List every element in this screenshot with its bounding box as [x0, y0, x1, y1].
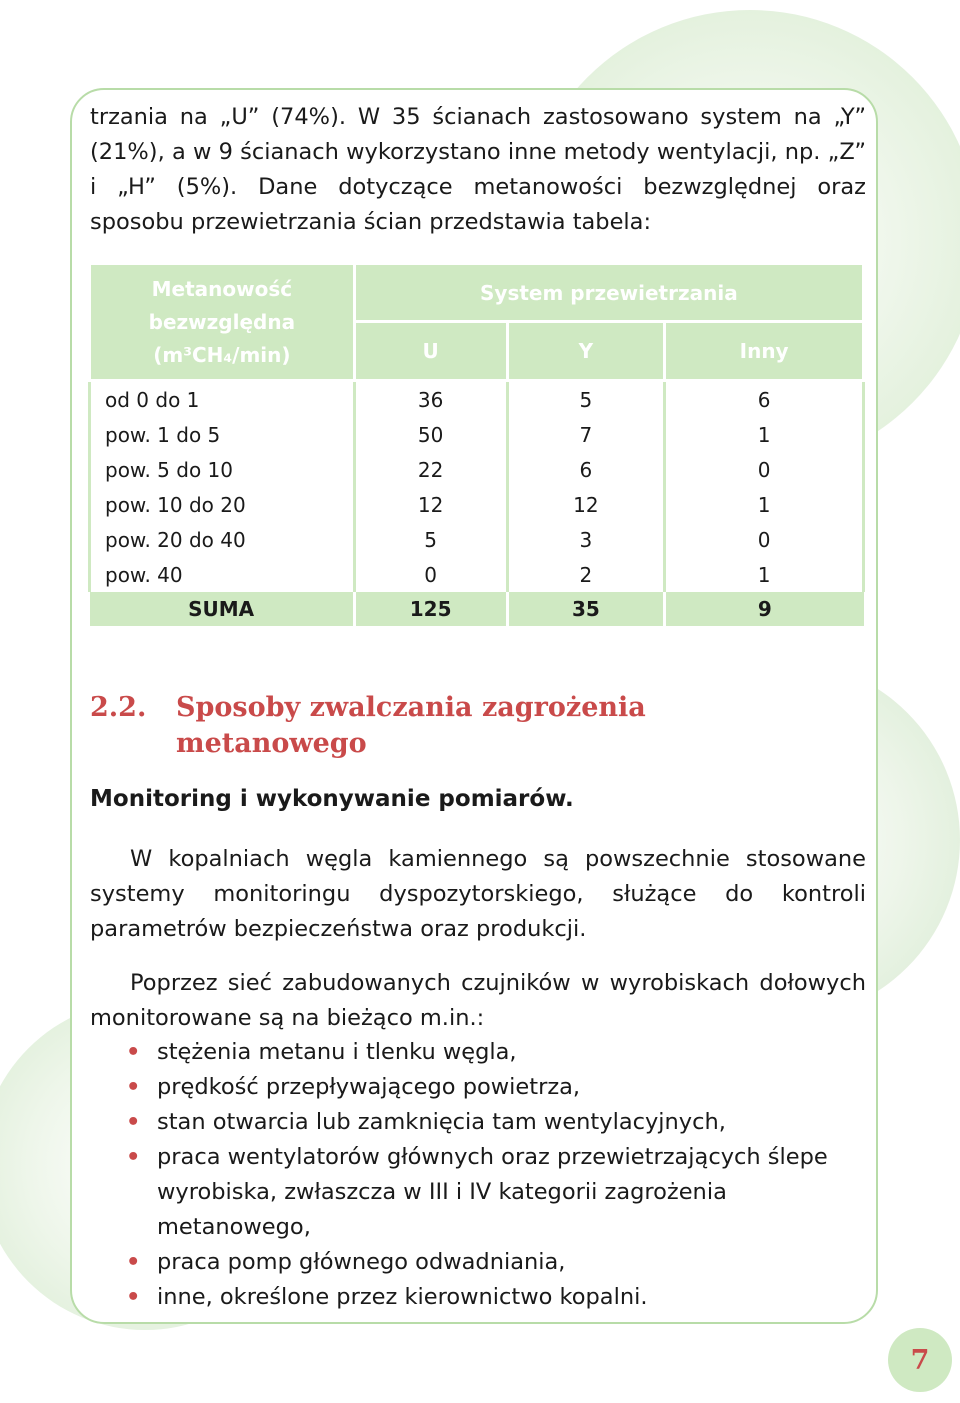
system-header: System przewietrzania — [354, 264, 863, 322]
list-item — [90, 1105, 866, 1140]
bullet-icon: • — [126, 1249, 141, 1275]
table-row — [90, 381, 864, 418]
list-item-text: inne, określone przez kierownictwo kopalni. — [157, 1284, 648, 1310]
inny-cell: 6 — [665, 381, 864, 418]
u-cell: 36 — [354, 381, 507, 418]
page-number-badge — [888, 1328, 952, 1392]
list-item — [90, 1035, 866, 1070]
y-cell: 2 — [507, 557, 665, 592]
sum-y: 35 — [507, 592, 665, 626]
list-item — [90, 1070, 866, 1105]
col-u-header: U — [354, 322, 507, 381]
u-cell: 12 — [354, 487, 507, 522]
table-row — [90, 417, 864, 452]
table-row — [90, 487, 864, 522]
methane-table — [88, 262, 865, 626]
page-number: 7 — [910, 1344, 930, 1376]
sum-inny: 9 — [665, 592, 864, 626]
table-header-row — [90, 264, 864, 322]
list-item-text: stan otwarcia lub zamknięcia tam wentylacyjnych, — [157, 1109, 726, 1135]
list-item — [90, 1280, 866, 1315]
col-inny-header: Inny — [665, 322, 864, 381]
u-cell: 0 — [354, 557, 507, 592]
y-cell: 5 — [507, 381, 665, 418]
paragraph-monitoring: W kopalniach węgla kamiennego są powszechnie stosowane systemy monitoringu dyspozytorskiego, służące do kontroli parametrów bezpieczeństwa oraz produkcji. — [90, 846, 866, 942]
y-cell: 12 — [507, 487, 665, 522]
metan-header-line1: Metanowość — [151, 276, 293, 301]
range-cell: pow. 1 do 5 — [90, 417, 355, 452]
range-cell: pow. 5 do 10 — [90, 452, 355, 487]
u-cell: 5 — [354, 522, 507, 557]
y-cell: 7 — [507, 417, 665, 452]
inny-cell: 1 — [665, 417, 864, 452]
sum-label: SUMA — [90, 592, 355, 626]
section-number: 2.2. — [90, 692, 147, 723]
bullet-icon: • — [126, 1039, 141, 1065]
intro-paragraph: trzania na „U” (74%). W 35 ścianach zastosowano system na „Y” (21%), a w 9 ścianach wykorzystano inne metody wentylacji, np. „Z” i „H” (5%). Dane dotyczące metanowości bezwzględnej oraz sposobu przewietrzania ścian przedstawia tabela: — [90, 104, 866, 235]
table-row — [90, 557, 864, 592]
table-row — [90, 452, 864, 487]
list-item — [90, 1140, 866, 1245]
metan-header — [90, 264, 355, 381]
list-item-text: praca pomp głównego odwadniania, — [157, 1249, 566, 1275]
list-item-text: praca wentylatorów głównych oraz przewietrzających ślepe wyrobiska, zwłaszcza w III i IV kategorii zagrożenia metanowego, — [157, 1144, 828, 1240]
metan-header-line3: (m³CH₄/min) — [153, 342, 291, 367]
inny-cell: 1 — [665, 557, 864, 592]
bullet-icon: • — [126, 1284, 141, 1310]
subheading: Monitoring i wykonywanie pomiarów. — [90, 786, 574, 812]
section-title-line1: Sposoby zwalczania zagrożenia — [176, 692, 646, 723]
metan-header-line2: bezwzględna — [148, 309, 296, 334]
table-row — [90, 522, 864, 557]
section-title-line2: metanowego — [176, 728, 367, 759]
col-y-header: Y — [507, 322, 665, 381]
inny-cell: 0 — [665, 522, 864, 557]
section-heading — [90, 690, 646, 762]
inny-cell: 1 — [665, 487, 864, 522]
inny-cell: 0 — [665, 452, 864, 487]
paragraph-sensors: Poprzez sieć zabudowanych czujników w wyrobiskach dołowych monitorowane są na bieżąco m.in.: — [90, 970, 866, 1031]
table-sum-row — [90, 592, 864, 626]
u-cell: 50 — [354, 417, 507, 452]
monitored-parameters-list — [90, 1035, 866, 1315]
list-item-text: stężenia metanu i tlenku węgla, — [157, 1039, 517, 1065]
range-cell: od 0 do 1 — [90, 381, 355, 418]
range-cell: pow. 20 do 40 — [90, 522, 355, 557]
range-cell: pow. 10 do 20 — [90, 487, 355, 522]
list-item-text: prędkość przepływającego powietrza, — [157, 1074, 581, 1100]
y-cell: 3 — [507, 522, 665, 557]
bullet-icon: • — [126, 1109, 141, 1135]
y-cell: 6 — [507, 452, 665, 487]
bullet-icon: • — [126, 1144, 141, 1170]
u-cell: 22 — [354, 452, 507, 487]
sum-u: 125 — [354, 592, 507, 626]
range-cell: pow. 40 — [90, 557, 355, 592]
bullet-icon: • — [126, 1074, 141, 1100]
list-item — [90, 1245, 866, 1280]
